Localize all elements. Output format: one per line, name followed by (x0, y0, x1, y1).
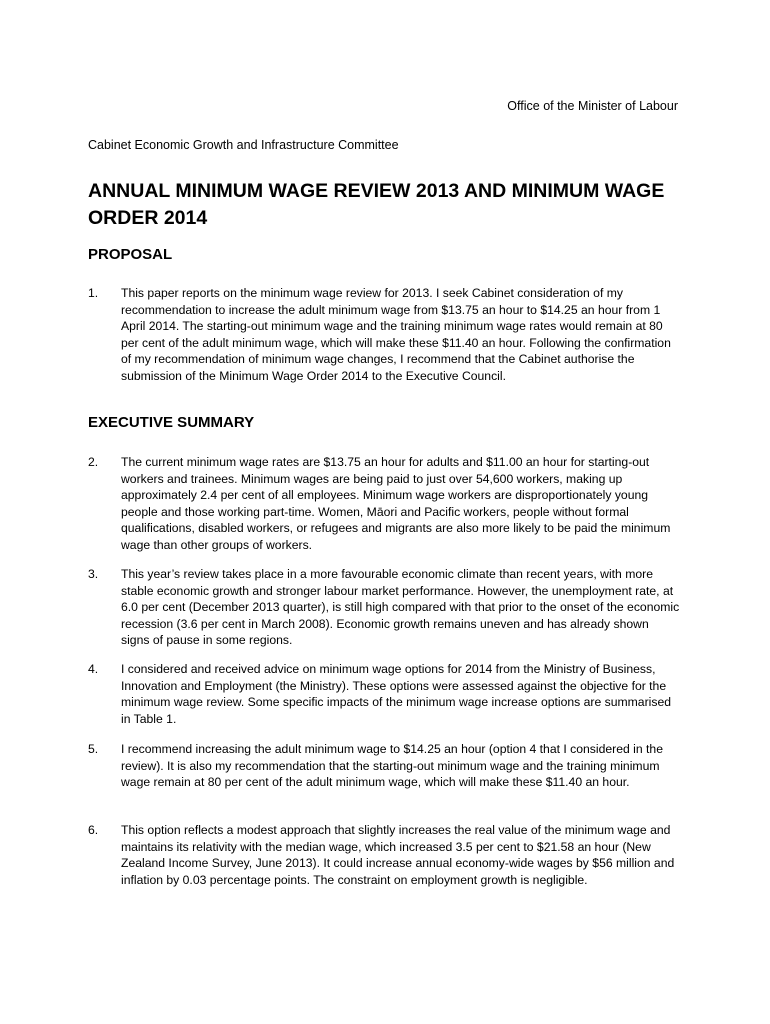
paragraph-6 (88, 822, 680, 888)
paragraph-number: 6. (88, 823, 99, 837)
paragraph-4 (88, 661, 680, 727)
executive-summary-heading: EXECUTIVE SUMMARY (88, 414, 255, 431)
paragraph-number: 3. (88, 567, 99, 581)
paragraph-text: The current minimum wage rates are $13.75 an hour for adults and $11.00 an hour for starting-out workers and trainees. Minimum wages are being paid to just over 54,600 workers, making up approximately 2.4 per cent of all employees. Minimum wage workers are disproportionately young people and those working part-time. Women, Māori and Pacific workers, people without formal qualifications, disabled workers, or refugees and migrants are also more likely to be paid the minimum wage than other groups of workers. (121, 455, 671, 552)
paragraph-text: This year’s review takes place in a more favourable economic climate than recent years, with more stable economic growth and stronger labour market performance. However, the unemployment rate, at 6.0 per cent (December 2013 quarter), is still high compared with that prior to the onset of the economic recession (3.6 per cent in March 2008). Economic growth remains uneven and has already shown signs of pause in some regions. (121, 567, 680, 647)
paragraph-number: 2. (88, 455, 99, 469)
paragraph-number: 4. (88, 662, 99, 676)
paragraph-text: This option reflects a modest approach that slightly increases the real value of the minimum wage and maintains its relativity with the median wage, which increased 3.5 per cent to $21.58 an hour (New Zealand Income Survey, June 2013). It could increase annual economy-wide wages by $56 million and inflation by 0.03 percentage points. The constraint on employment growth is negligible. (121, 823, 675, 887)
paragraph-text: I considered and received advice on minimum wage options for 2014 from the Ministry of Business, Innovation and Employment (the Ministry). These options were assessed against the objective for the minimum wage review. Some specific impacts of the minimum wage increase options are summarised in Table 1. (121, 662, 672, 726)
paragraph-text: I recommend increasing the adult minimum wage to $14.25 an hour (option 4 that I considered in the review). It is also my recommendation that the starting-out minimum wage and the training minimum wage remain at 80 per cent of the adult minimum wage, which will make these $11.40 an hour. (121, 742, 663, 789)
paragraph-2 (88, 454, 680, 553)
committee-line: Cabinet Economic Growth and Infrastructure Committee (88, 138, 399, 152)
paragraph-number: 1. (88, 286, 99, 300)
paragraph-3 (88, 566, 680, 649)
office-line: Office of the Minister of Labour (507, 99, 678, 113)
document-title: ANNUAL MINIMUM WAGE REVIEW 2013 AND MINIMUM WAGE ORDER 2014 (88, 180, 665, 229)
paragraph-text: This paper reports on the minimum wage review for 2013. I seek Cabinet consideration of my recommendation to increase the adult minimum wage from $13.75 an hour to $14.25 an hour from 1 April 2014. The starting-out minimum wage and the training minimum wage rates would remain at 80 per cent of the adult minimum wage, which will make these $11.40 an hour. Following the confirmation of my recommendation of minimum wage changes, I recommend that the Cabinet authorise the submission of the Minimum Wage Order 2014 to the Executive Council. (121, 286, 671, 383)
paragraph-1 (88, 285, 680, 384)
paragraph-number: 5. (88, 742, 99, 756)
proposal-heading: PROPOSAL (88, 246, 173, 263)
paragraph-5 (88, 741, 680, 791)
